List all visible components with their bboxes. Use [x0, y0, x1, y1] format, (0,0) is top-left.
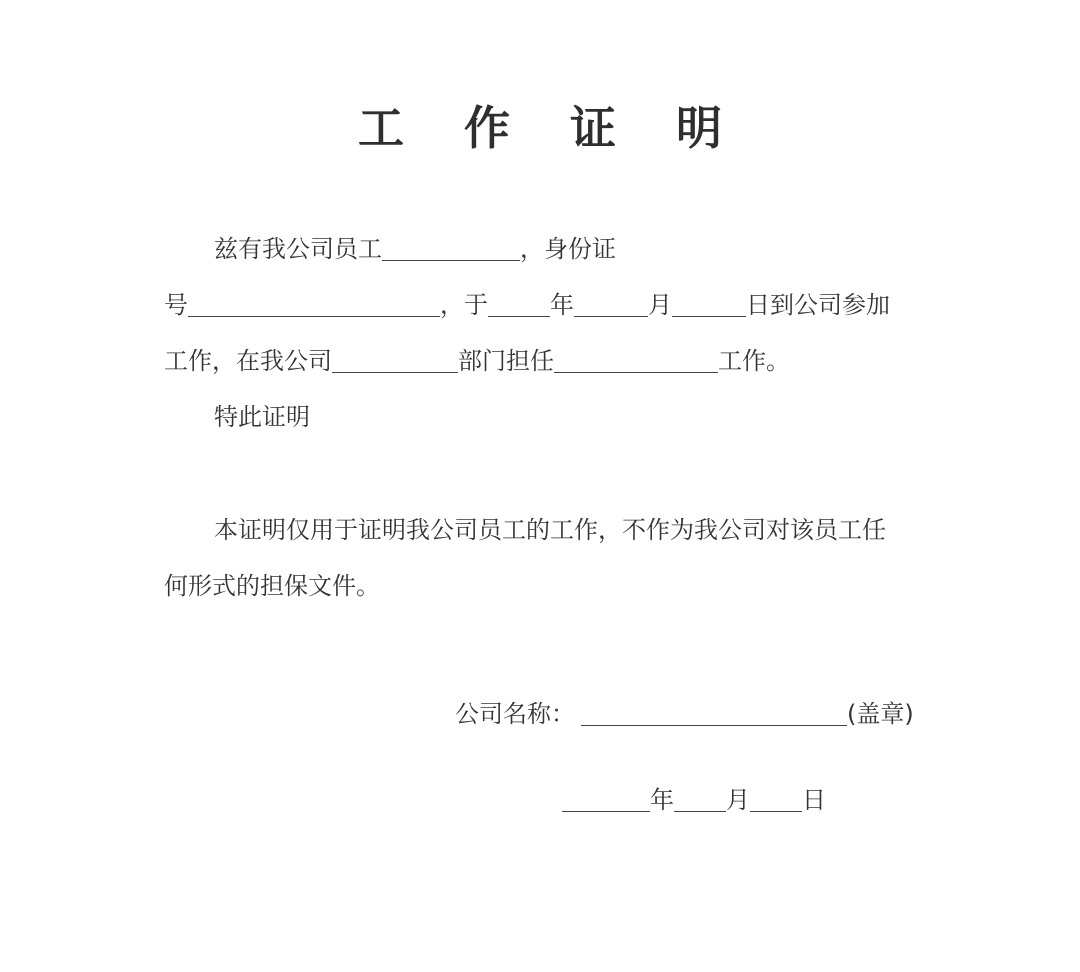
sign-month-label: 月	[726, 786, 750, 814]
join-day-blank[interactable]	[672, 292, 746, 317]
text-id-card: ，身份证	[520, 235, 616, 263]
join-month-blank[interactable]	[574, 292, 648, 317]
seal-label: (盖章)	[847, 700, 914, 728]
employee-name-blank[interactable]	[382, 236, 520, 261]
text-working-at: 工作，在我公司	[164, 347, 332, 375]
paragraph-line-3	[164, 341, 790, 381]
text-employee-intro: 兹有我公司员工	[214, 235, 382, 263]
company-name-label: 公司名称：	[455, 700, 575, 728]
company-name-row	[455, 694, 914, 734]
sign-year-blank[interactable]	[562, 787, 650, 812]
company-name-blank[interactable]	[581, 701, 847, 726]
signature-date-row	[562, 780, 826, 820]
text-disclaimer-2: 何形式的担保文件。	[164, 572, 380, 600]
sign-year-label: 年	[650, 786, 674, 814]
sign-day-blank[interactable]	[750, 787, 802, 812]
paragraph-line-1	[214, 229, 616, 269]
position-blank[interactable]	[554, 348, 718, 373]
text-hereby-certify: 特此证明	[214, 403, 310, 431]
paragraph-line-4	[214, 397, 310, 437]
join-year-blank[interactable]	[488, 292, 550, 317]
paragraph-line-5	[214, 510, 886, 550]
text-disclaimer-1: 本证明仅用于证明我公司员工的工作，不作为我公司对该员工任	[214, 516, 886, 544]
paragraph-line-2	[164, 285, 890, 325]
sign-month-blank[interactable]	[674, 787, 726, 812]
text-on: ，于	[440, 291, 488, 319]
sign-day-label: 日	[802, 786, 826, 814]
document-title: 工 作 证 明	[357, 101, 745, 155]
paragraph-line-6	[164, 566, 380, 606]
id-number-blank[interactable]	[188, 292, 440, 317]
text-department-role: 部门担任	[458, 347, 554, 375]
text-id-number-label: 号	[164, 291, 188, 319]
text-work-end: 工作。	[718, 347, 790, 375]
text-day-joined: 日到公司参加	[746, 291, 890, 319]
text-month: 月	[648, 291, 672, 319]
department-blank[interactable]	[332, 348, 458, 373]
text-year: 年	[550, 291, 574, 319]
